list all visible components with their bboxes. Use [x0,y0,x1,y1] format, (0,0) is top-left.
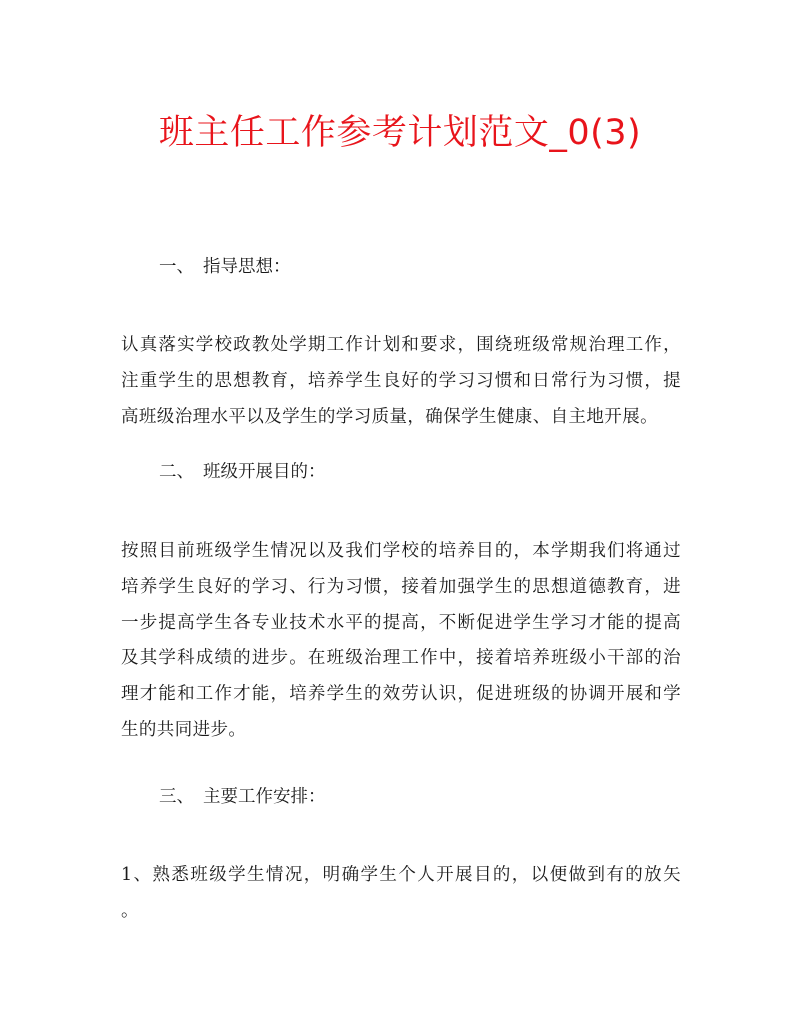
section-paragraph-3 [121,862,681,934]
paragraph-line: 。 [121,900,139,921]
paragraph-line: 理才能和工作才能，培养学生的效劳认识，促进班级的协调开展和学 [121,684,681,705]
section-heading-text: 主要工作安排： [203,787,326,807]
paragraph-line: 一步提高学生各专业技术水平的提高，不断促进学生学习才能的提高 [121,612,681,633]
paragraph-line: 注重学生的思想教育，培养学生良好的学习习惯和日常行为习惯，提 [121,370,681,391]
paragraph-line: 高班级治理水平以及学生的学习质量，确保学生健康、自主地开展。 [121,406,658,427]
paragraph-line: 培养学生良好的学习、行为习惯，接着加强学生的思想道德教育，进 [121,576,681,597]
section-heading-1 [159,254,291,280]
section-number: 二、 [159,462,194,482]
section-heading-text: 指导思想： [203,257,291,277]
section-paragraph-1 [121,332,681,439]
paragraph-line: 按照目前班级学生情况以及我们学校的培养目的，本学期我们将通过 [121,541,681,561]
section-paragraph-2 [121,538,681,753]
section-number: 一、 [159,257,194,277]
paragraph-line: 及其学科成绩的进步。在班级治理工作中，接着培养班级小干部的治 [121,648,681,669]
section-heading-3 [159,784,326,810]
paragraph-line: 1、熟悉班级学生情况，明确学生个人开展目的，以便做到有的放矢 [121,865,681,885]
paragraph-line: 认真落实学校政教处学期工作计划和要求，围绕班级常规治理工作， [121,335,681,355]
document-title: 班主任工作参考计划范文_0(3) [158,113,642,153]
section-number: 三、 [159,787,194,807]
paragraph-line: 生的共同进步。 [121,719,247,740]
section-heading-text: 班级开展目的： [203,462,326,482]
section-heading-2 [159,459,326,485]
